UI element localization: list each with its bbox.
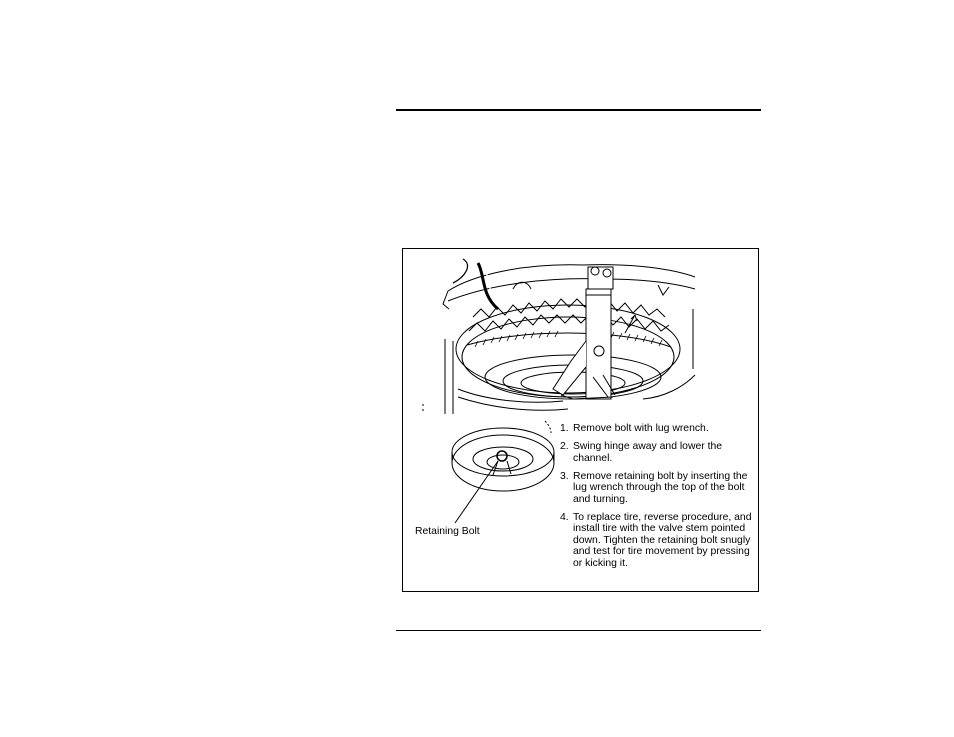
spare-tire-figure (402, 248, 759, 592)
step-number: 2. (560, 441, 569, 452)
step-text: Remove retaining bolt by inserting the lug wrench through the top of the bolt and turning. (573, 470, 748, 505)
step-number: 1. (560, 423, 569, 434)
step-item (560, 441, 755, 464)
bottom-rule (396, 630, 761, 631)
retaining-bolt-callout: Retaining Bolt (415, 526, 480, 537)
top-rule (396, 109, 761, 111)
step-item (560, 512, 755, 570)
step-number: 4. (560, 511, 569, 523)
step-text: Remove bolt with lug wrench. (573, 423, 709, 434)
step-text: To replace tire, reverse procedure, and install tire with the valve stem pointed down. Tighten the retaining bolt snugly and test for tire movement by pressing or kicking it. (573, 511, 752, 569)
step-item (560, 423, 755, 435)
instruction-steps (560, 423, 755, 576)
step-item (560, 471, 755, 506)
step-number: 3. (560, 470, 569, 482)
step-text: Swing hinge away and lower the channel. (573, 441, 723, 464)
